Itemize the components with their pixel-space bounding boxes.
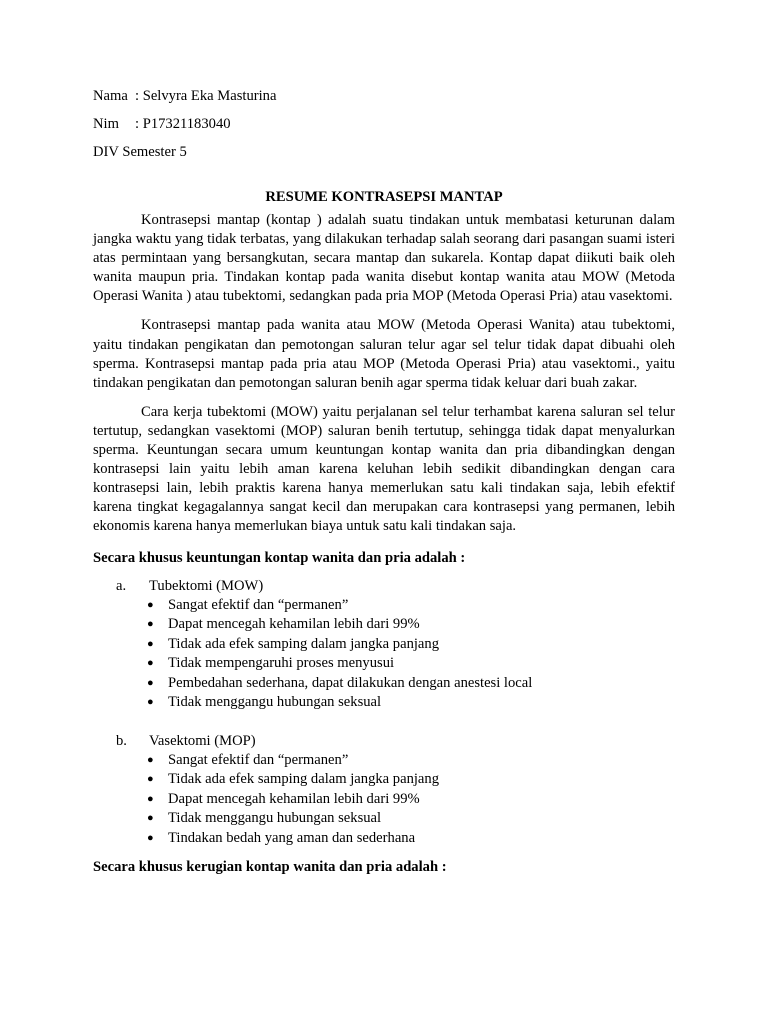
list-item-text: Sangat efektif dan “permanen” [168, 596, 349, 613]
group-title [93, 731, 675, 751]
list-item-text: Tindakan bedah yang aman dan sederhana [168, 829, 416, 846]
list-item [93, 790, 675, 810]
nim-label: Nim [93, 116, 119, 132]
document-page [93, 86, 675, 877]
group-letter: b. [116, 732, 127, 749]
list-item [93, 596, 675, 616]
list-item [93, 615, 675, 635]
list-item-text: Tidak menggangu hubungan seksual [168, 810, 382, 826]
kerugian-heading: Secara khusus kerugian kontap wanita dan pria adalah : [93, 859, 447, 875]
list-item [93, 751, 675, 771]
group-vasektomi [93, 731, 675, 849]
bullet-icon: ● [147, 618, 154, 630]
bullet-icon: ● [147, 696, 154, 708]
list-item-text: Sangat efektif dan “permanen” [168, 751, 349, 768]
group-tubektomi [93, 576, 675, 713]
header-nama-row [93, 86, 675, 114]
nama-label: Nama [93, 88, 128, 104]
bullet-icon: ● [147, 831, 154, 844]
keuntungan-heading: Secara khusus keuntungan kontap wanita dan pria adalah : [93, 549, 466, 566]
bullet-icon: ● [147, 753, 154, 766]
list-item-text: Dapat mencegah kehamilan lebih dari 99% [168, 790, 420, 807]
bullet-icon: ● [147, 792, 154, 805]
class-info: DIV Semester 5 [93, 144, 187, 160]
list-item-text: Tidak ada efek samping dalam jangka panjang [168, 635, 439, 652]
bullet-icon: ● [147, 657, 154, 669]
list-item [93, 809, 675, 829]
list-item [93, 693, 675, 713]
bullet-list [93, 596, 675, 713]
header-nim-row [93, 114, 675, 142]
group-title-text: Vasektomi (MOP) [149, 732, 256, 749]
group-title [93, 576, 675, 596]
list-item [93, 674, 675, 694]
bullet-icon: ● [147, 598, 154, 611]
nama-value: : Selvyra Eka Masturina [135, 88, 277, 104]
list-item-text: Tidak ada efek samping dalam jangka panjang [168, 771, 439, 787]
list-item-text: Tidak menggangu hubungan seksual [168, 694, 382, 710]
bullet-icon: ● [147, 773, 154, 785]
group-letter: a. [116, 577, 127, 594]
list-item [93, 829, 675, 849]
list-item-text: Dapat mencegah kehamilan lebih dari 99% [168, 616, 420, 632]
list-item [93, 654, 675, 674]
bullet-list [93, 751, 675, 849]
list-item [93, 770, 675, 790]
bullet-icon: ● [147, 676, 154, 689]
nim-value: : P17321183040 [135, 116, 231, 132]
group-title-text: Tubektomi (MOW) [149, 577, 264, 594]
paragraph-2: Kontrasepsi mantap pada wanita atau MOW (Metoda Operasi Wanita) atau tubektomi, yaitu tindakan pengikatan dan pemotongan saluran telur agar sel telur tidak dapat dibuahi oleh sperma. Kontrasepsi mantap pada pria atau MOP (Metoda Operasi Pria) atau vasektomi., yaitu tindakan pengikatan dan pemotongan saluran benih agar sperma tidak keluar dari buah zakar. [93, 317, 675, 391]
bullet-icon: ● [147, 637, 154, 650]
paragraph-3: Cara kerja tubektomi (MOW) yaitu perjalanan sel telur terhambat karena saluran sel telur tertutup, sedangkan vasektomi (MOP) saluran benih tertutup, sehingga tidak dapat menyalurkan sperma. Keuntungan secara umum keuntungan kontap wanita dan pria dibandingkan dengan kontrasepsi lain yaitu lebih aman karena keluhan lebih sedikit dibandingkan dengan cara kontrasepsi lain, lebih praktis karena hanya memerlukan satu kali tindakan saja, lebih efektif karena tingkat kegagalannya sangat kecil dan merupakan cara kontrasepsi yang permanen, lebih ekonomis karena hanya memerlukan biaya untuk satu kali tindakan saja. [93, 403, 675, 535]
list-item [93, 635, 675, 655]
bullet-icon: ● [147, 812, 154, 824]
document-title: RESUME KONTRASEPSI MANTAP [265, 189, 503, 205]
paragraph-1: Kontrasepsi mantap (kontap ) adalah suatu tindakan untuk membatasi keturunan dalam jangka waktu yang tidak terbatas, yang dilakukan terhadap salah seorang dari pasangan suami isteri atas permintaan yang bersangkutan, secara mantap dan sukarela. Kontap dapat diikuti baik oleh wanita maupun pria. Tindakan kontap pada wanita disebut kontap wanita atau MOW (Metoda Operasi Wanita ) atau tubektomi, sedangkan pada pria MOP (Metoda Operasi Pria) atau vasektomi. [93, 212, 675, 305]
list-item-text: Pembedahan sederhana, dapat dilakukan dengan anestesi local [168, 674, 533, 691]
list-item-text: Tidak mempengaruhi proses menyusui [168, 655, 395, 671]
